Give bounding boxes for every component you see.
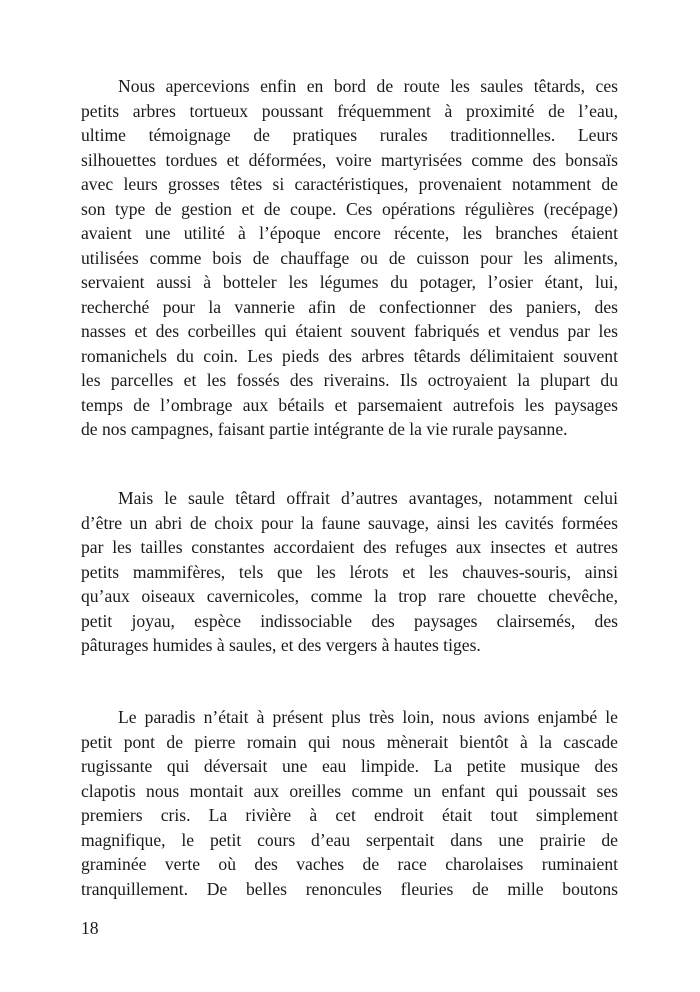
text-line: petit pont de pierre romain qui nous mènerait bientôt à la cascade [81, 731, 618, 752]
text-line: qu’aux oiseaux cavernicoles, comme la trop rare chouette chevêche, [81, 586, 618, 606]
paragraph-saules-tetards [81, 74, 618, 442]
text-line: temps de l’ombrage aux bétails et parsemaient autrefois les paysages [81, 394, 618, 415]
text-line: d’être un abri de choix pour la faune sauvage, ainsi les cavités formées [81, 512, 618, 533]
text-line: rugissante qui déversait une eau limpide. La petite musique des [81, 756, 618, 776]
text-line: petits mammifères, tels que les lérots et les chauves-souris, ainsi [81, 561, 618, 582]
paragraph-avantages [81, 486, 618, 658]
text-line: magnifique, le petit cours d’eau serpentait dans une prairie de [81, 829, 618, 850]
text-line: recherché pour la vannerie afin de confectionner des paniers, des [81, 296, 618, 317]
text-line: clapotis nous montait aux oreilles comme un enfant qui poussait ses [81, 780, 618, 801]
text-line: Nous apercevions enfin en bord de route les saules têtards, ces [118, 76, 618, 96]
text-line: de nos campagnes, faisant partie intégrante de la vie rurale paysanne. [81, 419, 568, 439]
text-line: avec leurs grosses têtes si caractéristiques, provenaient notamment de [81, 174, 618, 194]
page-number: 18 [81, 918, 99, 938]
text-line: premiers cris. La rivière à cet endroit était tout simplement [81, 805, 618, 825]
text-line: graminée verte où des vaches de race charolaises ruminaient [81, 854, 618, 874]
paragraph-paradis [81, 705, 618, 901]
text-line: ultime témoignage de pratiques rurales traditionnelles. Leurs [81, 125, 618, 145]
text-line: nasses et des corbeilles qui étaient souvent fabriqués et vendus par les [81, 321, 618, 341]
text-line: Mais le saule têtard offrait d’autres avantages, notamment celui [118, 488, 618, 508]
text-line: pâturages humides à saules, et des vergers à hautes tiges. [81, 635, 481, 655]
text-line: silhouettes tordues et déformées, voire martyrisées comme des bonsaïs [81, 149, 618, 170]
text-line: Le paradis n’était à présent plus très loin, nous avions enjambé le [118, 707, 618, 727]
text-line: romanichels du coin. Les pieds des arbres têtards délimitaient souvent [81, 345, 618, 366]
text-line: servaient aussi à botteler les légumes du potager, l’osier étant, lui, [81, 272, 618, 292]
text-line: par les tailles constantes accordaient des refuges aux insectes et autres [81, 537, 618, 557]
text-line: avaient une utilité à l’époque encore récente, les branches étaient [81, 223, 618, 243]
text-line: les parcelles et les fossés des riverains. Ils octroyaient la plupart du [81, 370, 618, 390]
text-line: son type de gestion et de coupe. Ces opérations régulières (recépage) [81, 198, 618, 219]
text-line: tranquillement. De belles renoncules fleuries de mille boutons [81, 878, 618, 899]
text-line: petit joyau, espèce indissociable des paysages clairsemés, des [81, 610, 618, 631]
text-line: petits arbres tortueux poussant fréquemment à proximité de l’eau, [81, 100, 618, 121]
text-line: utilisées comme bois de chauffage ou de cuisson pour les aliments, [81, 247, 618, 268]
